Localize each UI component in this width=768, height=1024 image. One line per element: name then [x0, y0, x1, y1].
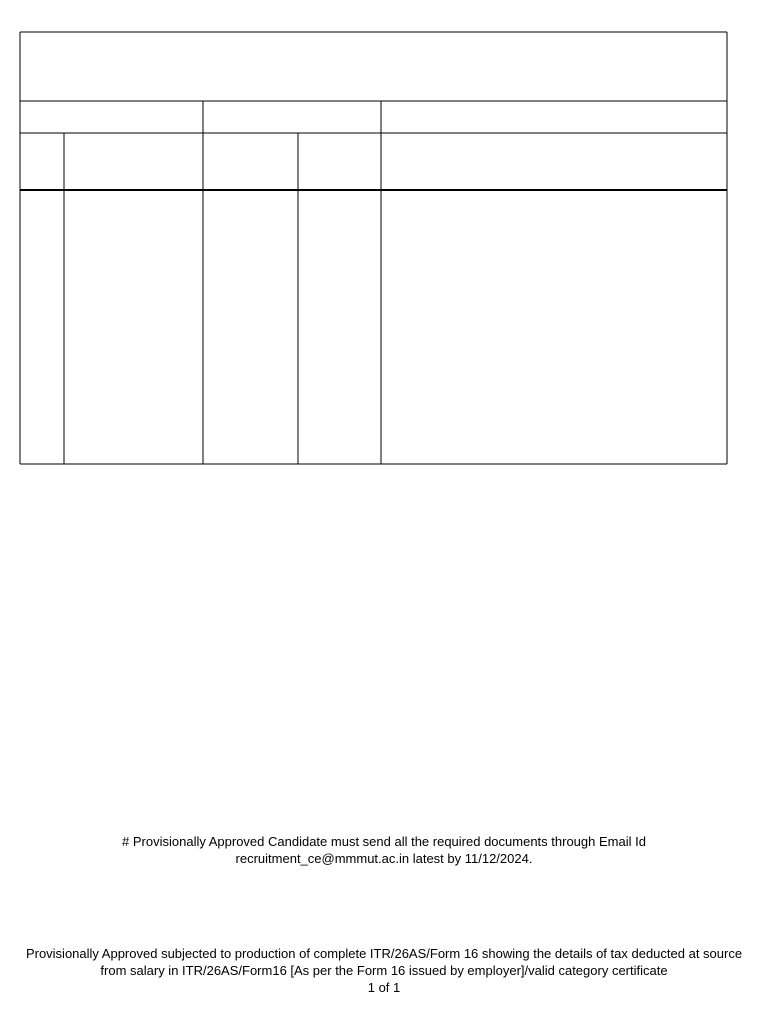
page-footer — [0, 945, 768, 996]
footer-condition-line-2: from salary in ITR/26AS/Form16 [As per the Form 16 issued by employer]/valid category certificate — [100, 963, 668, 978]
email-instruction-line-2: recruitment_ce@mmmut.ac.in latest by 11/12/2024. — [235, 851, 533, 866]
page-number: 1 of 1 — [367, 980, 401, 995]
email-instruction-note — [0, 833, 768, 867]
email-instruction-line-1: # Provisionally Approved Candidate must send all the required documents through Email Id — [122, 834, 646, 849]
footer-condition-line-1: Provisionally Approved subjected to production of complete ITR/26AS/Form 16 showing the details of tax deducted at source — [25, 946, 743, 961]
